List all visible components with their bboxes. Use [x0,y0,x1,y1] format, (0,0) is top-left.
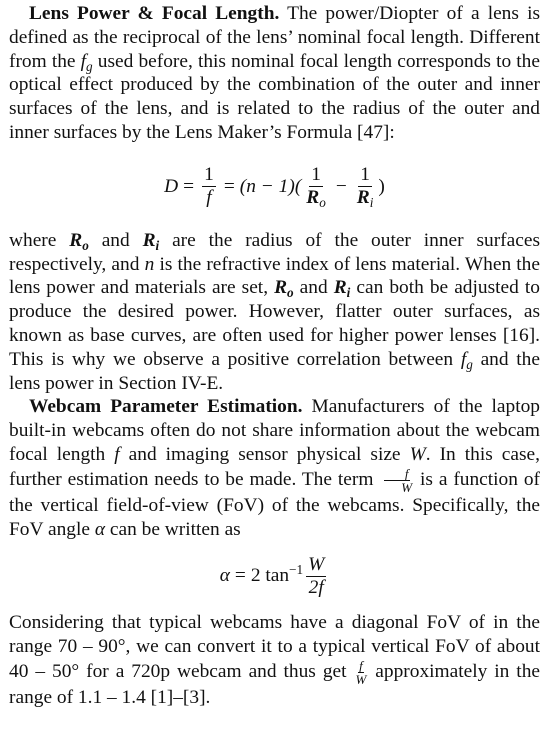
symbol-ro: $R_o$ [69,229,89,253]
equation-lens-maker [9,145,540,229]
eq-fraction-1-over-ro: $\frac{1}{R_o}$ [306,164,326,211]
paragraph-webcam-estimation: Webcam Parameter Estimation. Manufacturers of the laptop built-in webcams often do not share information about the webcam focal length f and imaging sensor physical size W. In this case, further estimation needs to be made. The term $\frac{f}{W}$ is a function of the vertical field-of-view (FoV) of the webcams. Specifically, the FoV angle α can be written as [9,396,540,540]
text: The power/Diopter of a lens is defined as the reciprocal of the lens’ nominal focal length. Different from the [9,3,540,72]
inline-fraction-f-over-w: $\frac{f}{W}$ [355,657,367,687]
eq-middle: (n − 1)( [239,175,302,197]
symbol-ri: $R_i$ [142,229,160,253]
symbol-n: n [144,253,155,275]
symbol-f: f [114,443,120,465]
eq-minus: − [335,175,347,197]
eq-close: ) [378,175,385,197]
eq-fraction-1-over-ri: $\frac{1}{R_i}$ [356,164,374,211]
symbol-alpha: α [94,518,106,540]
eq-sign: = [183,175,195,197]
symbol-ri: $R_i$ [333,277,351,301]
section-heading-webcam: Webcam Parameter Estimation. [29,396,303,418]
inline-fraction-f-over-w: $\frac{f}{W}$ [381,467,412,494]
eq-fraction-1-over-f: $\frac{1}{f}$ [204,164,214,209]
section-heading-lens-power: Lens Power & Focal Length. [29,3,280,24]
symbol-w: W [409,443,426,465]
eq-fraction-w-over-2f: $\frac{W}{2f}$ [308,553,325,598]
paragraph-typical-fov: Considering that typical webcams have a diagonal FoV of in the range 70 – 90°, we can convert it to a typical vertical FoV of about 40 – 50° for a 720p webcam and thus get $\frac{f}{W}$ approximately in the range of 1.1 – 1.4 [1]–[3]. [9,612,540,708]
symbol-fg: $f_g$ [460,348,473,372]
eq-sign: = [234,565,246,587]
paragraph-lens-power [9,0,540,145]
eq-lhs: α [219,565,230,587]
paragraph-radius-explanation: where $R_o$ and $R_i$ are the radius of the outer inner surfaces respectively, and n is the refractive index of lens material. When the lens power and materials are set, $R_o$ and $R_i$ can both be adjusted to produce the desired power. However, flatter outer surfaces, as known as base curves, are often used for higher power lenses [16]. This is why we observe a positive correlation between $f_g$ and the lens power in Section IV-E. [9,229,541,394]
equation-fov [9,541,540,611]
eq-func: 2 $\tan^{-1}$ [250,562,304,587]
text: used before, this nominal focal length corresponds to the optical effect produced by the combination of the outer and inner surfaces of the lens, and is related to the radius of the outer and inner surfaces by the Lens Maker’s Formula [47]: [9,50,540,143]
symbol-ro: $R_o$ [274,277,294,301]
eq-sign: = [223,175,235,197]
symbol-fg: $f_g$ [80,50,93,74]
eq-lhs: D [164,175,179,197]
